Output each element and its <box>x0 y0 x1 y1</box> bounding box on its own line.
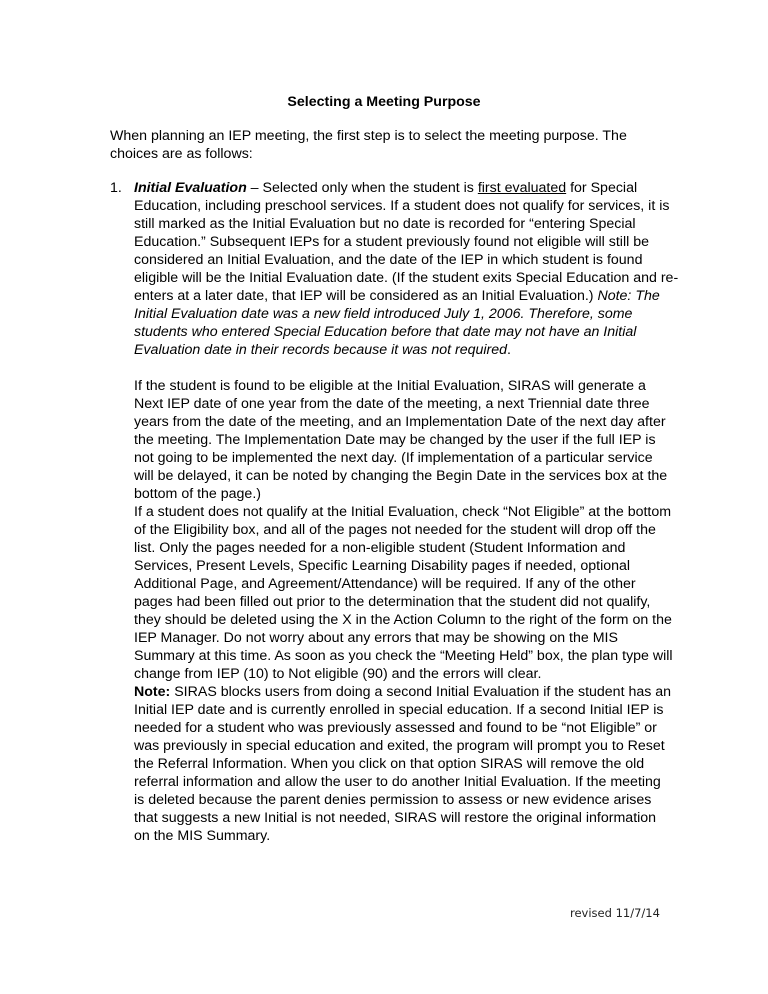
paragraph-not-eligible: If a student does not qualify at the Initial Evaluation, check “Not Eligible” at the bottom of the Eligibility box, and all of the pages not needed for the student will drop off the list. Only the pages needed for a non-eligible student (Student Information and Services, Present Levels, Specific Learning Disability pages if needed, optional Additional Page, and Agreement/Attendance) will be required. If any of the other pages had been filled out prior to the determination that the student did not qualify, they should be deleted using the X in the Action Column to the right of the form on the IEP Manager. Do not worry about any errors that may be showing on the MIS Summary at this time. As soon as you check the “Meeting Held” box, the plan type will change from IEP (10) to Not eligible (90) and the errors will clear. <box>134 504 673 682</box>
term-dash: – Selected only when the student is <box>246 180 478 196</box>
paragraph-eligible: If the student is found to be eligible at the Initial Evaluation, SIRAS will generate a Next IEP date of one year from the date of the meeting, a next Triennial date three years from the date of the meeting, and an Implementation Date of the next day after the meeting. The Implementation Date may be changed by the user if the full IEP is not going to be implemented the next day. (If implementation of a particular service will be delayed, it can be noted by changing the Begin Date in the services box at the bottom of the page.) <box>134 378 668 502</box>
term-initial-evaluation: Initial Evaluation <box>134 180 247 196</box>
list-item-initial-evaluation <box>110 179 685 359</box>
note-paragraph <box>134 683 674 845</box>
note-text: SIRAS blocks users from doing a second Initial Evaluation if the student has an Initial IEP date and is currently enrolled in special education. If a second Initial IEP is needed for a student who was previously assessed and found to be “not Eligible” or was previously in special education and exited, the program will prompt you to Reset the Referral Information. When you click on that option SIRAS will remove the old referral information and allow the user to do another Initial Evaluation. If the meeting is deleted because the parent denies permission to assess or new evidence arises that suggests a new Initial is not needed, SIRAS will restore the original information on the MIS Summary. <box>134 684 672 844</box>
item-text: for Special Education, including preschool services. If a student does not qualify for services, it is still marked as the Initial Evaluation but no date is recorded for “entering Special Education.” Subsequent IEPs for a student previously found not eligible will still be considered an Initial Evaluation, and the date of the IEP in which student is found eligible will be the Initial Evaluation date. (If the student exits Special Education and re-enters at a later date, that IEP will be considered as an Initial Evaluation.) <box>134 180 679 304</box>
page-title: Selecting a Meeting Purpose <box>287 94 481 110</box>
list-number: 1. <box>110 180 122 196</box>
revision-footer: revised 11/7/14 <box>570 906 660 920</box>
list-item-body <box>134 179 685 359</box>
item-note-end: . <box>507 342 511 358</box>
item-note: Note: The Initial Evaluation date was a new field introduced July 1, 2006. Therefore, some students who entered Special Education before that date may not have an Initial Evaluation date in their records because it was not required <box>134 288 660 358</box>
note-label: Note: <box>134 684 171 700</box>
underlined-phrase: first evaluated <box>477 180 567 196</box>
intro-paragraph: When planning an IEP meeting, the first step is to select the meeting purpose. The choices are as follows: <box>110 128 627 162</box>
